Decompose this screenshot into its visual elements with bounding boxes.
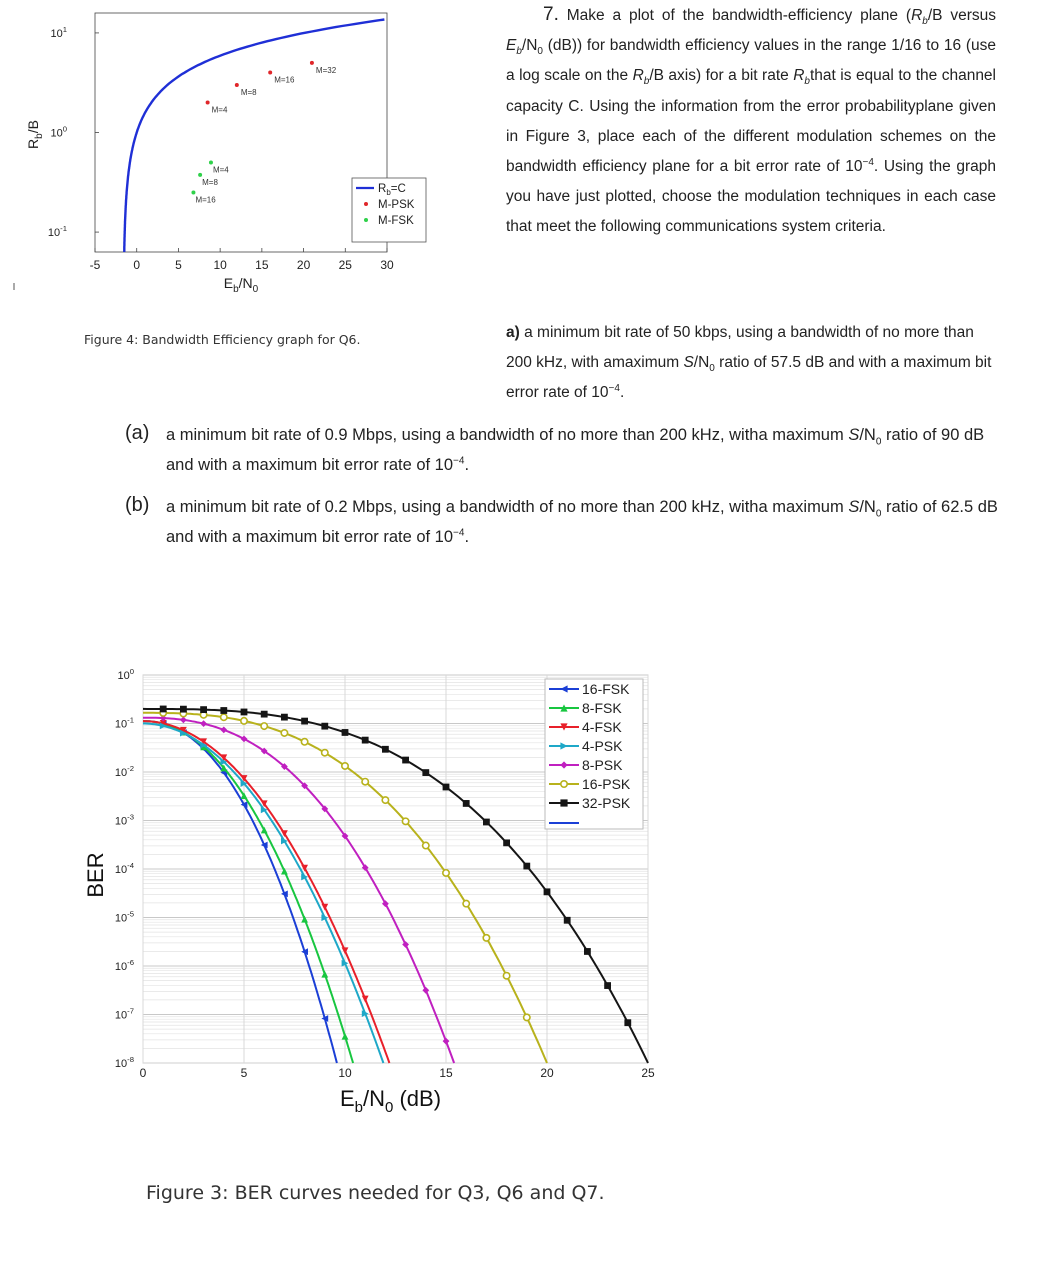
bandwidth-efficiency-chart bbox=[0, 0, 470, 310]
marker-32-psk bbox=[463, 800, 470, 807]
sub-question-b-label: (b) bbox=[125, 494, 150, 516]
marker-16-psk bbox=[463, 900, 469, 906]
legend-marker-32-psk bbox=[560, 799, 567, 806]
fig3-y-tick-label: $10^{-3}$ bbox=[114, 812, 134, 828]
fig3-x-axis-label: $E_b/N_0$ (dB) bbox=[339, 1086, 442, 1116]
marker-32-psk bbox=[483, 819, 490, 826]
marker-16-psk bbox=[402, 818, 408, 824]
marker-32-psk bbox=[584, 948, 591, 955]
question-intro: Make a plot of the bandwidth-efficiency plane ($R_b/B$ versus $E_b/N_0$ (dB)) for bandwidth efficiency values in the range 1/16 to 16 (use a log scale on the $R_b/B$ axis) for a bit rate $R_bthat$ is equal to the channel capacity C. Using the information from the error probabilityplane given in Figure 3, place each of the different modulation schemes on the bandwidth efficiency plane for a bit error rate of $10^{-4}$. Using the graph you have just plotted, choose the modulation techniques in each case that meet the following communications system criteria. bbox=[506, 7, 996, 236]
fig4-x-axis-label: $E_b/N_0$ bbox=[223, 275, 259, 295]
marker-32-psk bbox=[241, 709, 248, 716]
marker-16-psk bbox=[362, 779, 368, 785]
marker-16-psk bbox=[483, 935, 489, 941]
legend-label-8-psk: 8-PSK bbox=[582, 757, 623, 773]
figure-3-caption: Figure 3: BER curves needed for Q3, Q6 and Q7. bbox=[146, 1182, 605, 1204]
part-a-label: a) bbox=[506, 324, 520, 341]
marker-32-psk bbox=[200, 706, 207, 713]
marker-32-psk bbox=[604, 982, 611, 989]
marker-16-psk bbox=[423, 842, 429, 848]
fig3-x-tick-label: 25 bbox=[641, 1066, 655, 1080]
fig4-x-tick-label: -5 bbox=[89, 258, 101, 272]
fig3-y-tick-label: $10^{-6}$ bbox=[114, 958, 134, 973]
marker-32-psk bbox=[544, 888, 551, 895]
fig4-y-tick-label: $10^{-1}$ bbox=[47, 224, 67, 240]
fig4-x-tick-label: 5 bbox=[175, 258, 182, 272]
fig4-y-axis-label: $R_b/B$ bbox=[25, 120, 45, 149]
fig3-x-tick-label: 5 bbox=[240, 1066, 248, 1080]
fig3-y-tick-label: $10^{-1}$ bbox=[114, 715, 134, 731]
legend-marker-16-psk bbox=[561, 781, 567, 787]
sub-question-a-label: (a) bbox=[125, 422, 150, 444]
marker-32-psk bbox=[261, 711, 268, 718]
marker-16-psk bbox=[503, 973, 509, 979]
fig3-y-tick-label: $10^{-4}$ bbox=[114, 861, 134, 876]
marker-16-psk bbox=[443, 870, 449, 876]
marker-32-psk bbox=[503, 839, 510, 846]
sub-question-a bbox=[125, 420, 1005, 480]
legend-label-16-fsk: 16-FSK bbox=[582, 681, 630, 697]
marker-16-psk bbox=[241, 718, 247, 724]
marker-16-psk bbox=[261, 723, 267, 729]
marker-16-psk bbox=[322, 750, 328, 756]
question-number: 7. bbox=[543, 4, 559, 25]
marker-16-psk bbox=[524, 1014, 530, 1020]
fig4-y-tick-label: $10^1$ bbox=[50, 24, 67, 40]
legend-label-mpsk: M-PSK bbox=[378, 199, 415, 211]
legend-label-4-fsk: 4-FSK bbox=[582, 719, 622, 735]
fig3-y-tick-label: $10^{-5}$ bbox=[114, 909, 134, 925]
question-part-a bbox=[506, 318, 996, 408]
marker-32-psk bbox=[321, 723, 328, 730]
marker-32-psk bbox=[281, 714, 288, 721]
m-fsk-point bbox=[191, 190, 195, 194]
fig3-x-tick-label: 10 bbox=[338, 1066, 352, 1080]
ber-curves-chart bbox=[0, 655, 700, 1125]
fig4-x-tick-label: 30 bbox=[380, 258, 394, 272]
fig4-x-tick-label: 10 bbox=[213, 258, 227, 272]
marker-32-psk bbox=[564, 917, 571, 924]
m-psk-point bbox=[206, 101, 210, 105]
fig4-x-tick-label: 20 bbox=[296, 258, 311, 272]
m-psk-point bbox=[310, 61, 314, 65]
marker-32-psk bbox=[301, 718, 308, 725]
fig3-x-tick-label: 20 bbox=[540, 1066, 554, 1080]
legend-label-4-psk: 4-PSK bbox=[582, 738, 623, 754]
sub-question-a-text: a minimum bit rate of 0.9 Mbps, using a bandwidth of no more than 200 kHz, witha maximum $S/N_0$ ratio of 90 dB and with a maximum bit error rate of $10^{-4}$. bbox=[166, 426, 985, 474]
legend-label-rbc: $R_b=C$ bbox=[378, 183, 406, 197]
marker-32-psk bbox=[624, 1019, 631, 1026]
marker-32-psk bbox=[220, 707, 227, 714]
fig3-x-tick-label: 0 bbox=[139, 1066, 147, 1080]
m-fsk-point-label: M=16 bbox=[195, 195, 216, 205]
marker-32-psk bbox=[523, 863, 530, 870]
fig4-x-tick-label: 15 bbox=[255, 258, 269, 272]
fig3-y-tick-label: $10^0$ bbox=[117, 667, 134, 682]
fig3-y-tick-label: $10^{-8}$ bbox=[114, 1055, 134, 1070]
marker-32-psk bbox=[402, 757, 409, 764]
marker-16-psk bbox=[342, 763, 348, 769]
fig3-x-tick-label: 15 bbox=[439, 1066, 453, 1080]
marker-32-psk bbox=[180, 706, 187, 713]
legend-swatch-m-psk bbox=[364, 202, 368, 206]
sub-question-b bbox=[125, 492, 1005, 552]
fig4-x-tick-label: 25 bbox=[338, 258, 352, 272]
part-a-text: a minimum bit rate of 50 kbps, using a bandwidth of no more than 200 kHz, with amaximum $S/N_0$ ratio of 57.5 dB and with a maximum bit error rate of $10^{-4}$. bbox=[506, 324, 992, 401]
figure-4-caption: Figure 4: Bandwidth Efficiency graph for Q6. bbox=[84, 332, 361, 347]
marker-32-psk bbox=[422, 769, 429, 776]
legend-swatch-m-fsk bbox=[364, 218, 368, 222]
marker-32-psk bbox=[382, 746, 389, 753]
m-fsk-point bbox=[198, 173, 202, 177]
fig3-y-tick-label: $10^{-7}$ bbox=[114, 1006, 134, 1022]
m-psk-point-label: M=8 bbox=[240, 87, 257, 97]
legend-label-mfsk: M-FSK bbox=[378, 215, 414, 227]
marker-32-psk bbox=[443, 784, 450, 791]
m-fsk-point-label: M=4 bbox=[212, 165, 229, 175]
legend-label-8-fsk: 8-FSK bbox=[582, 700, 622, 716]
legend-label-32-psk: 32-PSK bbox=[582, 795, 631, 811]
m-psk-point-label: M=32 bbox=[315, 65, 337, 75]
marker-16-psk bbox=[281, 730, 287, 736]
marker-32-psk bbox=[362, 737, 369, 744]
question-7-text bbox=[506, 0, 996, 243]
fig4-x-tick-label: 0 bbox=[133, 258, 141, 272]
marker-16-psk bbox=[221, 714, 227, 720]
sub-question-b-text: a minimum bit rate of 0.2 Mbps, using a bandwidth of no more than 200 kHz, witha maximum $S/N_0$ ratio of 62.5 dB and with a maximum bit error rate of $10^{-4}$. bbox=[166, 498, 998, 546]
legend-label-16-psk: 16-PSK bbox=[582, 776, 631, 792]
m-fsk-point bbox=[209, 160, 213, 164]
fig3-y-axis-label: BER bbox=[83, 852, 108, 898]
m-psk-point bbox=[235, 83, 239, 87]
marker-32-psk bbox=[342, 729, 349, 736]
fig3-y-tick-label: $10^{-2}$ bbox=[114, 764, 134, 779]
m-psk-point bbox=[268, 71, 272, 75]
marker-32-psk bbox=[160, 706, 167, 713]
fig4-y-tick-label: $10^0$ bbox=[50, 124, 67, 140]
marker-16-psk bbox=[382, 797, 388, 803]
m-psk-point-label: M=4 bbox=[211, 105, 228, 115]
m-fsk-point-label: M=8 bbox=[202, 177, 218, 187]
marker-16-psk bbox=[301, 739, 307, 745]
m-psk-point-label: M=16 bbox=[274, 75, 295, 85]
